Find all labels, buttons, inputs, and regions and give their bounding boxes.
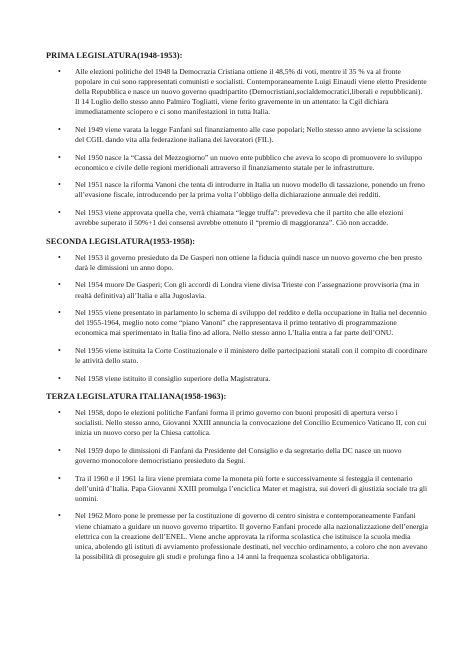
section-terza-legislatura: [46, 391, 428, 562]
section-seconda-legislatura: [46, 236, 428, 384]
section-heading: TERZA LEGISLATURA ITALIANA(1958-1963):: [46, 392, 227, 402]
list-item: • Nel 1953 viene approvata quella che, verrà chiamata “legge truffa”: prevedeva che il partito che alle elezioni avrebbe superato il 50%+1 dei consensi avrebbe ottenuto il “premio di maggioranza”. Ciò non accadde.: [58, 208, 428, 228]
bullet-list: [46, 253, 428, 384]
section-heading: PRIMA LEGISLATURA(1948-1953):: [46, 51, 183, 60]
list-item: • Nel 1956 viene istituita la Corte Costituzionale e il ministero delle partecipazioni statali con il compito di coordinare le attività dello stato.: [58, 346, 428, 366]
list-item: • Nel 1949 viene varata la legge Fanfani sul finanziamento alle case popolari; Nello stesso anno avviene la scissione del CGIL dando vita alla federazione italiana dei lavoratori (FIL).: [58, 125, 428, 145]
bullet-list: [46, 67, 428, 228]
list-item: • Tra il 1960 e il 1961 la lira viene premiata come la moneta più forte e successivamente si festeggia il centenario dell’unità d’Italia. Papa Giovanni XXIII promulga l’enciclica Mater et magistra, sui doveri di giustizia sociale tra gli uomini.: [58, 474, 428, 504]
list-item: • Nel 1954 muore De Gasperi; Con gli accordi di Londra viene divisa Trieste con l’assegnazione provvisoria (ma in realtà definitiva) all’Italia e alla Jugoslavia.: [58, 280, 428, 300]
list-item: • Alle elezioni politiche del 1948 la Democrazia Cristiana ottiene il 48,5% di voti, mentre il 35 % va al fronte popolare in cui sono rappresentati comunisti e socialisti. Contemporaneamente Luigi Einaudi viene eletto Presidente della Repubblica e nasce un nuovo governo quadripartito (Democristiani,socialdemocratici,liberali e repubblicani). Il 14 Luglio dello stesso anno Palmiro Togliatti, viene ferito gravemente in un attentato: la Cgil dichiara immediatamente sciopero e ci sono manifestazioni in tutta Italia.: [58, 67, 428, 117]
list-item: • Nel 1953 il governo presieduto da De Gasperi non ottiene la fiducia quindi nasce un nuovo governo che ben presto darà le dimissioni un anno dopo.: [58, 253, 428, 273]
list-item: • Nel 1958 viene istituito il consiglio superiore della Magistratura.: [58, 374, 428, 384]
section-prima-legislatura: [46, 50, 428, 228]
list-item: • Nel 1950 nasce la “Cassa del Mezzogiorno” un nuovo ente pubblico che aveva lo scopo di promuovere lo sviluppo economico e civile delle regioni meridionali attraverso il finanziamento statale per le infrastrutture.: [58, 153, 428, 173]
list-item: • Nel 1959 dopo le dimissioni di Fanfani da Presidente del Consiglio e da segretario della DC nasce un nuovo governo monocolore democristiano presieduto da Segni.: [58, 446, 428, 466]
list-item: • Nel 1958, dopo le elezioni politiche Fanfani forma il primo governo con buoni propositi di apertura verso i socialisti. Nello stesso anno, Giovanni XXIII annuncia la convocazione del Concilio Ecumenico Vaticano II, con cui inizia un nuovo corso per la Chiesa cattolica.: [58, 408, 428, 438]
bullet-list: [46, 408, 428, 562]
list-item: • Nel 1951 nasce la riforma Vanoni che tenta di introdurre in Italia un nuovo modello di tassazione, ponendo un freno all’evasione fiscale, introducendo per la prima volta l’obbligo della dichiarazione annuale dei redditi.: [58, 180, 428, 200]
list-item: • Nel 1962 Moro pone le premesse per la costituzione di governo di centro sinistra e contemporaneamente Fanfani viene chiamato a guidare un nuovo governo tripartito. Il governo Fanfani procede alla nazionalizzazione dell’energia elettrica con la creazione dell’ENEL. Viene anche approvata la riforma scolastica che istituisce la scuola media unica, abolendo gli istituti di avviamento professionale destinati, nel vecchio ordinamento, a coloro che non avevano la possibilità di proseguire gli studi e prolunga fino a 14 anni la frequenza scolastica obbligatoria.: [58, 511, 428, 561]
list-item: • Nel 1955 viene presentato in parlamento lo schema di sviluppo del reddito e della occupazione in Italia nel decennio del 1955-1964, meglio noto come “piano Vanoni” che rappresentava il primo tentativo di programmazione economica mai sperimentato in Italia fino ad allora. Nello stesso anno L’Italia entra a far parte dell’ONU.: [58, 308, 428, 338]
section-heading: SECONDA LEGISLATURA(1953-1958):: [46, 236, 196, 246]
